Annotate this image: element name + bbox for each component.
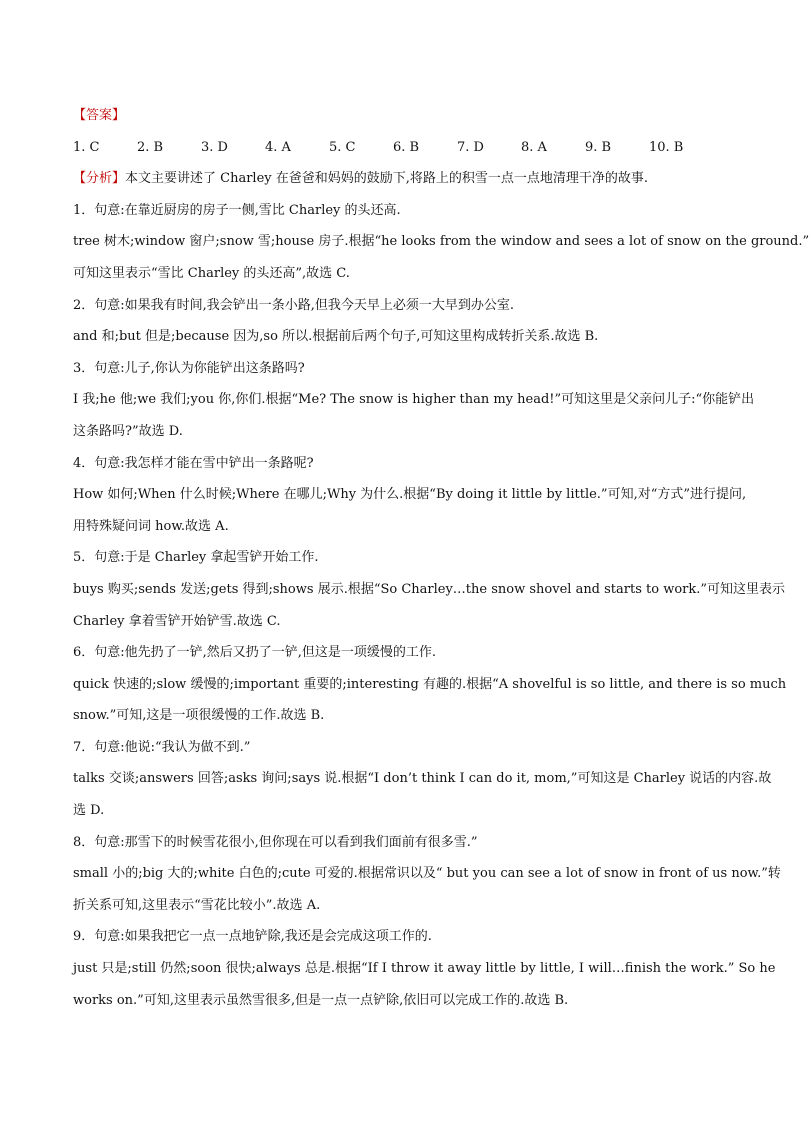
answer-9: 9. B (585, 139, 612, 155)
explanation-line: I 我;he 他;we 我们;you 你,你们.根据“Me? The snow is higher than my head!”可知这里是父亲问儿子:“你能铲出 (73, 392, 755, 408)
analysis-summary (73, 163, 723, 195)
analysis-label: 【分析】 (73, 171, 126, 187)
explanation-line: small 小的;big 大的;white 白色的;cute 可爱的.根据常识以及“ but you can see a lot of snow in front of us now.”转 (73, 866, 781, 882)
explanation-line: 6．句意:他先扔了一铲,然后又扔了一铲,但这是一项缓慢的工作. (73, 645, 437, 661)
explanation-line: 可知这里表示“雪比 Charley 的头还高”,故选 C. (73, 265, 350, 281)
explanation-line: tree 树木;window 窗户;snow 雪;house 房子.根据“he looks from the window and sees a lot of snow on the ground.” (73, 234, 809, 250)
explanation-line: and 和;but 但是;because 因为,so 所以.根据前后两个句子,可知这里构成转折关系.故选 B. (73, 329, 599, 345)
explanation-line: 3．句意:儿子,你认为你能铲出这条路吗? (73, 360, 305, 376)
explanation-line: 2．句意:如果我有时间,我会铲出一条小路,但我今天早上必须一大早到办公室. (73, 297, 515, 313)
answer-7: 7. D (457, 139, 484, 155)
answer-6: 6. B (393, 139, 420, 155)
explanation-line: 8．句意:那雪下的时候雪花很小,但你现在可以看到我们面前有很多雪.” (73, 834, 478, 850)
analysis-text: 本文主要讲述了 Charley 在爸爸和妈妈的鼓励下,将路上的积雪一点一点地清理干净的故事. (125, 171, 649, 187)
explanation-line: 9．句意:如果我把它一点一点地铲除,我还是会完成这项工作的. (73, 929, 432, 945)
explanation-line: 这条路吗?”故选 D. (73, 423, 183, 439)
answer-key-row (73, 132, 723, 164)
explanation-line: 5．句意:于是 Charley 拿起雪铲开始工作. (73, 550, 319, 566)
explanation-line: 用特殊疑问词 how.故选 A. (73, 518, 229, 534)
explanation-line: works on.”可知,这里表示虽然雪很多,但是一点一点铲除,依旧可以完成工作的.故选 B. (73, 992, 569, 1008)
explanation-line: quick 快速的;slow 缓慢的;important 重要的;interesting 有趣的.根据“A shovelful is so little, and there is so much (73, 676, 787, 692)
explanation-line: 7．句意:他说:“我认为做不到.” (73, 739, 251, 755)
answer-10: 10. B (649, 139, 684, 155)
explanation-line: How 如何;When 什么时候;Where 在哪儿;Why 为什么.根据“By doing it little by little.”可知,对“方式”进行提问, (73, 487, 747, 503)
explanation-line: talks 交谈;answers 回答;asks 询问;says 说.根据“I don’t think I can do it, mom,”可知这是 Charley 说话的内容.故 (73, 771, 772, 787)
explanation-line: just 只是;still 仍然;soon 很快;always 总是.根据“If I throw it away little by little, I will…finish the work.” So he (73, 961, 776, 977)
explanation-line: 1．句意:在靠近厨房的房子一侧,雪比 Charley 的头还高. (73, 202, 401, 218)
explanation-line: buys 购买;sends 发送;gets 得到;shows 展示.根据“So Charley…the snow shovel and starts to work.”可知这里表示 (73, 581, 786, 597)
answer-8: 8. A (521, 139, 547, 155)
answer-2: 2. B (137, 139, 164, 155)
answer-1: 1. C (73, 139, 100, 155)
explanation-line: 4．句意:我怎样才能在雪中铲出一条路呢? (73, 455, 314, 471)
answer-5: 5. C (329, 139, 356, 155)
answer-3: 3. D (201, 139, 228, 155)
answer-section (73, 100, 809, 1016)
answer-heading: 【答案】 (73, 108, 126, 123)
explanation-line: snow.”可知,这是一项很缓慢的工作.故选 B. (73, 708, 325, 724)
explanation-line: 折关系可知,这里表示“雪花比较小”.故选 A. (73, 897, 321, 913)
explanation-line: Charley 拿着雪铲开始铲雪.故选 C. (73, 613, 281, 629)
answer-4: 4. A (265, 139, 291, 155)
explanation-line: 选 D. (73, 803, 105, 819)
